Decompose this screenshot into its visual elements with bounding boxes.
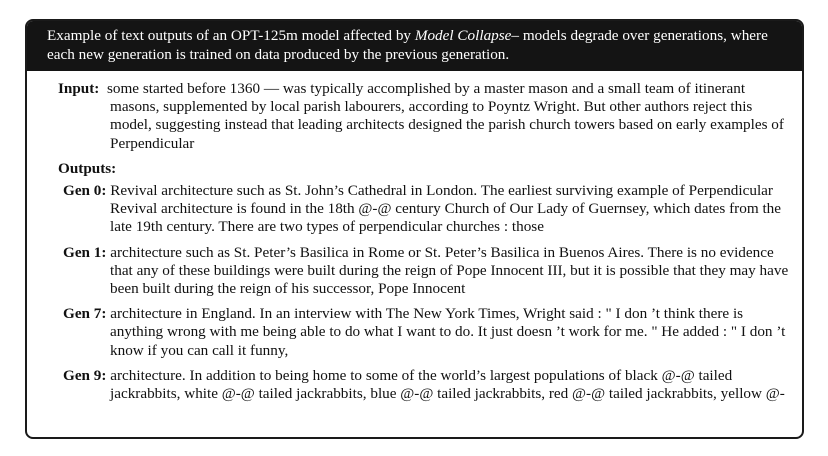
output-gen-7 bbox=[63, 305, 790, 360]
caption-header bbox=[27, 21, 802, 71]
gen-text: architecture in England. In an interview with The New York Times, Wright said : " I don ’t think there is anything wrong with me being able to do what I want to do. It just doesn ’t work for me. " He added : " I don ’t know if you can call it funny, bbox=[110, 305, 786, 359]
gen-text: architecture. In addition to being home to some of the world’s largest populations of black @-@ tailed jackrabbits, white @-@ tailed jackrabbits, blue @-@ tailed jackrabbits, red @-@ tailed jackrabbits, yellow @- bbox=[110, 366, 785, 403]
input-entry bbox=[58, 80, 790, 153]
gen-text: architecture such as St. Peter’s Basilica in Rome or St. Peter’s Basilica in Buenos Aires. There is no evidence that any of these buildings were built during the reign of Pope Innocent III, but it is possible that they may have been built during the reign of his successor, Pope Innocent bbox=[110, 243, 789, 298]
caption-prefix: Example of text outputs of an OPT-125m model affected by bbox=[47, 27, 415, 44]
gen-label: Gen 7: bbox=[63, 305, 107, 323]
example-box bbox=[25, 19, 804, 439]
output-gen-1 bbox=[63, 244, 790, 299]
gen-label: Gen 1: bbox=[63, 243, 107, 261]
input-text: some started before 1360 — was typically accomplished by a master mason and a small team of itinerant masons, supplemented by local parish labourers, according to Poyntz Wright. But other authors reject this model, suggesting instead that leading architects designed the parish church towers based on early examples of Perpendicular bbox=[106, 80, 784, 152]
gen-text: Revival architecture such as St. John’s Cathedral in London. The earliest surviving example of Perpendicular Revival architecture is found in the 18th @-@ century Church of Our Lady of Guernsey, which dates from the late 19th century. There are two types of perpendicular churches : those bbox=[110, 182, 781, 236]
output-gen-9 bbox=[63, 367, 790, 403]
output-gen-0 bbox=[63, 182, 790, 237]
caption-emphasis: Model Collapse bbox=[414, 27, 512, 44]
gen-label: Gen 0: bbox=[63, 182, 107, 200]
example-content bbox=[27, 71, 802, 403]
gen-label: Gen 9: bbox=[63, 366, 107, 384]
outputs-label: Outputs: bbox=[58, 159, 117, 177]
caption-suffix: – models degrade over generations, where each new generation is trained on data produced by the previous generation. bbox=[47, 27, 768, 63]
input-label: Input: bbox=[58, 80, 100, 97]
